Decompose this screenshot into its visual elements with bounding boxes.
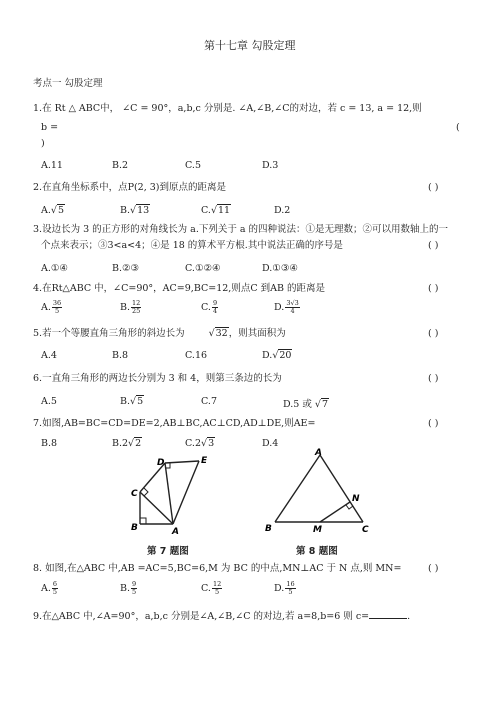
fig8-label-m: M (313, 525, 322, 535)
q5-option-d: D.√20 (262, 350, 292, 361)
section-heading: 考点一 勾股定理 (33, 78, 103, 89)
q4-option-b: B. $\frac{12}{25}$ (120, 299, 141, 315)
q3-option-c: C.①②④ (185, 263, 221, 274)
q8-option-a: A. $\frac{6}{5}$ (41, 580, 58, 596)
q1-paren-close: ) (41, 138, 45, 149)
q8-option-b: B. $\frac{9}{5}$ (120, 580, 137, 596)
q2-stem: 2.在直角坐标系中，点P(2, 3)到原点的距离是 (33, 182, 226, 193)
q2-option-b: B.√13 (120, 205, 150, 216)
chapter-title: 第十七章 勾股定理 (204, 39, 296, 52)
q1-option-a: A.11 (41, 160, 63, 171)
q8-option-d: D. $\frac{16}{5}$ (274, 580, 295, 596)
q2-option-d: D.2 (274, 205, 291, 216)
figure-8-diagram (262, 447, 382, 542)
q6-stem: 6.一直角三角形的两边长分别为 3 和 4，则第三条边的长为 (33, 373, 282, 384)
q1-option-b: B.2 (112, 160, 129, 171)
q3-option-b: B.②③ (112, 263, 140, 274)
figure-7-diagram (125, 452, 220, 542)
q9-answer-blank[interactable] (369, 609, 407, 619)
q6-option-c: C.7 (201, 396, 217, 407)
q4-paren: ( ) (428, 283, 439, 294)
fig7-label-c: C (131, 489, 138, 499)
fig7-label-b: B (131, 523, 138, 533)
q7-stem: 7.如图,AB=BC=CD=DE=2,AB⊥BC,AC⊥CD,AD⊥DE,则AE= (33, 418, 316, 429)
fig8-label-a: A (315, 448, 322, 458)
q8-paren: ( ) (428, 563, 439, 574)
q8-option-c: C. $\frac{12}{5}$ (201, 580, 222, 596)
q1-option-c: C.5 (185, 160, 201, 171)
fig7-label-e: E (201, 456, 208, 466)
fig8-label-n: N (352, 494, 360, 504)
fig8-label-c: C (362, 525, 369, 535)
q7-option-a: B.8 (41, 438, 58, 449)
q7-paren: ( ) (428, 418, 439, 429)
q6-option-b: B.√5 (120, 396, 144, 407)
q5-paren: ( ) (428, 328, 439, 339)
fig7-label-d: D (157, 458, 165, 468)
q3-paren: ( ) (428, 240, 439, 251)
q2-paren: ( ) (428, 182, 439, 193)
q5-option-a: A.4 (41, 350, 57, 361)
q6-option-d: D.5 或 √7 (283, 399, 329, 410)
q4-stem: 4.在Rt△ABC 中，∠C=90°，AC=9,BC=12,则点C 到AB 的距离是 (33, 283, 325, 294)
q3-option-d: D.①③④ (262, 263, 298, 274)
q7-option-d: D.4 (262, 438, 279, 449)
figure-8-caption: 第 8 题图 (296, 546, 338, 557)
q5-stem: 5.若一个等腰直角三角形的斜边长为 √32，则其面积为 (33, 328, 286, 339)
q2-option-a: A.√5 (41, 205, 64, 216)
q7-option-b: B.2√2 (112, 438, 142, 449)
fig7-label-a: A (172, 527, 179, 537)
q5-option-b: B.8 (112, 350, 129, 361)
q2-option-c: C.√11 (201, 205, 231, 216)
fig8-label-b: B (265, 524, 272, 534)
q4-option-a: A. $\frac{36}{5}$ (41, 299, 62, 315)
q3-stem: 3.设边长为 3 的正方形的对角线长为 a.下列关于 a 的四种说法：①是无理数；②可以用数轴上的一 (33, 224, 449, 235)
q1-stem-b: b = (41, 122, 59, 133)
q1-paren-open: ( (456, 122, 460, 133)
q9-stem: 9.在△ABC 中,∠A=90°，a,b,c 分别是∠A,∠B,∠C 的对边,若 a=8,b=6 则 c= . (33, 611, 411, 622)
q6-option-a: A.5 (41, 396, 57, 407)
q3-option-a: A.①④ (41, 263, 68, 274)
q4-option-d: D. $\frac{3√3}{4}$ (274, 299, 299, 315)
q1-stem: 1.在 Rt △ ABC中， ∠C = 90°，a,b,c 分别是. ∠A,∠B,∠C的对边，若 c = 13, a = 12,则 (33, 103, 422, 114)
q8-stem: 8. 如图,在△ABC 中,AB =AC=5,BC=6,M 为 BC 的中点,MN⊥AC 于 N 点,则 MN= (33, 563, 402, 574)
q7-option-c: C.2√3 (185, 438, 215, 449)
q1-option-d: D.3 (262, 160, 279, 171)
q4-option-c: C. $\frac{9}{4}$ (201, 299, 218, 315)
q3-stem-b: 个点来表示；③3<a<4；④是 18 的算术平方根.其中说法正确的序号是 (41, 240, 343, 251)
figure-7-caption: 第 7 题图 (147, 546, 189, 557)
q6-paren: ( ) (428, 373, 439, 384)
q5-option-c: C.16 (185, 350, 208, 361)
